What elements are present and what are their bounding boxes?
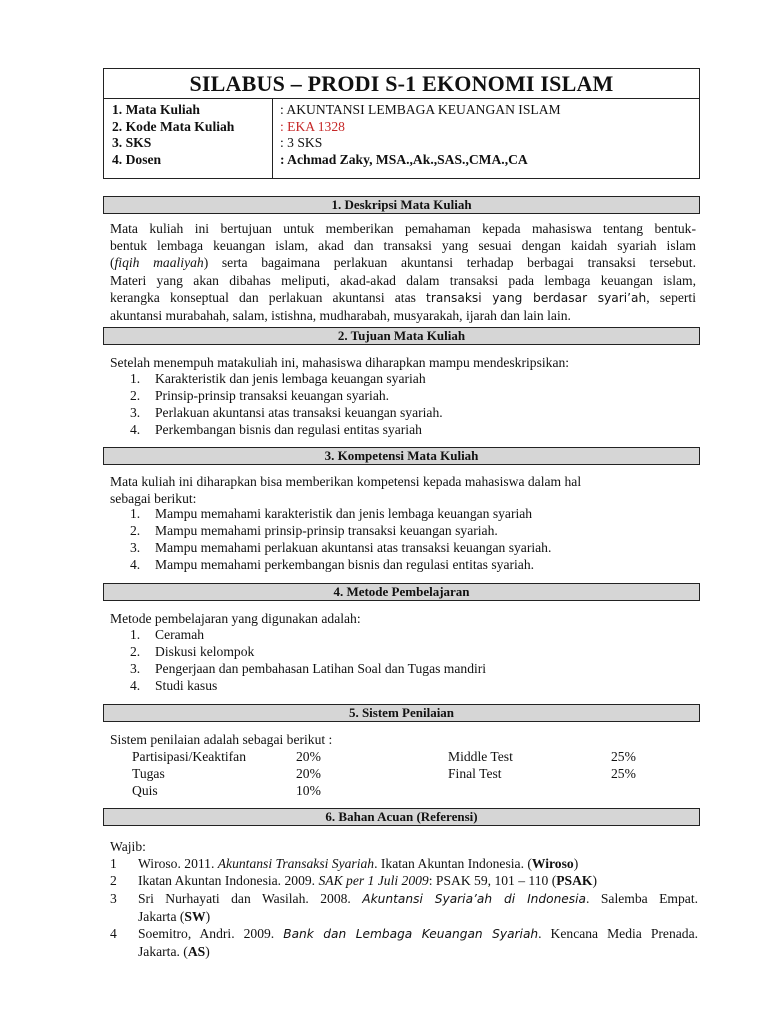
text-fragment: transaksi yang berdasar syari’ah — [426, 290, 647, 305]
value-sks: : 3 SKS — [280, 135, 323, 150]
list-number: 2. — [130, 522, 141, 538]
list-item — [130, 422, 443, 439]
reference-text — [138, 925, 698, 960]
reference-list — [110, 838, 698, 960]
reference-number: 4 — [110, 926, 117, 942]
grade-value: 20% — [296, 766, 321, 781]
text-fragment: ) — [573, 856, 579, 872]
reference-item — [110, 890, 698, 925]
list-number: 4. — [130, 421, 141, 437]
list-text: Mampu memahami perlakuan akuntansi atas transaksi keuangan syariah. — [155, 539, 552, 555]
header-column-divider — [272, 99, 273, 179]
text-fragment: ) serta bagaimana perlakuan akuntansi terhadap berbagai transaksi tersebut. — [203, 255, 696, 271]
list-item — [130, 388, 443, 405]
reference-item — [110, 855, 698, 872]
text-fragment: , seperti — [646, 289, 696, 305]
list-text: Perlakuan akuntansi atas transaksi keuangan syariah. — [155, 404, 443, 420]
list-text: Perkembangan bisnis dan regulasi entitas syariah — [155, 421, 422, 437]
text-fragment: Soemitro, Andri. 2009. — [138, 926, 284, 942]
label-dosen: 4. Dosen — [112, 151, 162, 167]
grade-name: Middle Test — [448, 749, 513, 764]
intro-line: sebagai berikut: — [110, 491, 197, 506]
section-6-header: 6. Bahan Acuan (Referensi) — [103, 808, 700, 826]
text-fragment: Wiroso. 2011. — [138, 856, 218, 872]
list-number: 1. — [130, 627, 141, 642]
header-labels — [112, 102, 234, 168]
section-2-intro: Setelah menempuh matakuliah ini, mahasiswa diharapkan mampu mendeskripsikan: — [110, 355, 570, 370]
list-text: Mampu memahami perkembangan bisnis dan regulasi entitas syariah. — [155, 556, 535, 572]
list-number: 3. — [130, 404, 141, 420]
text-fragment: Sri Nurhayati dan Wasilah. 2008. — [138, 890, 363, 906]
grade-name: Quis — [132, 783, 158, 798]
list-number: 4. — [130, 556, 141, 572]
list-text: Prinsip-prinsip transaksi keuangan syariah. — [155, 387, 390, 403]
list-number: 2. — [130, 643, 141, 659]
reference-number: 1 — [110, 856, 117, 872]
list-item — [130, 627, 486, 644]
reference-title: Akuntansi Syaria’ah di Indonesia — [362, 891, 587, 906]
text-fragment: ( — [110, 255, 115, 271]
value-mata-kuliah: : AKUNTANSI LEMBAGA KEUANGAN ISLAM — [280, 102, 561, 117]
reference-number: 2 — [110, 873, 117, 889]
text-fragment: ) — [592, 873, 598, 889]
reference-title: Bank dan Lembaga Keuangan Syariah — [283, 927, 539, 942]
reference-line — [138, 890, 698, 908]
grade-value: 20% — [296, 749, 321, 764]
reference-item — [110, 925, 698, 960]
list-number: 2. — [130, 387, 141, 403]
list-number: 1. — [130, 371, 141, 386]
list-text: Mampu memahami karakteristik dan jenis lembaga keuangan syariah — [155, 506, 533, 521]
list-item — [130, 678, 486, 695]
section-3-header: 3. Kompetensi Mata Kuliah — [103, 447, 700, 465]
reference-line — [138, 925, 698, 943]
syllabus-header-table — [103, 68, 700, 179]
value-kode-mata-kuliah: : EKA 1328 — [280, 118, 345, 134]
list-item — [130, 523, 551, 540]
grade-value: 25% — [611, 749, 636, 764]
reference-item — [110, 872, 698, 889]
intro-line: Mata kuliah ini diharapkan bisa memberikan kompetensi kepada mahasiswa dalam hal — [110, 474, 582, 489]
section-2-list — [130, 371, 443, 439]
list-item — [130, 371, 443, 388]
list-number: 3. — [130, 660, 141, 676]
grade-name: Final Test — [448, 766, 502, 781]
reference-line — [138, 908, 698, 925]
list-item — [130, 405, 443, 422]
grade-name: Tugas — [132, 766, 165, 781]
text-fragment: . Salemba Empat. — [586, 890, 698, 906]
section-3-intro — [110, 473, 581, 507]
reference-code: PSAK — [556, 873, 593, 889]
text-fragment: : PSAK 59, 101 – 110 ( — [428, 873, 557, 889]
reference-line — [138, 943, 698, 960]
list-item — [130, 540, 551, 557]
reference-code: Wiroso — [531, 856, 574, 872]
section-3-list — [130, 506, 551, 574]
reference-number: 3 — [110, 890, 117, 906]
description-line — [110, 289, 696, 307]
text-fragment: kerangka konseptual dan perlakuan akuntansi atas — [110, 289, 427, 305]
description-line: bentuk lembaga keuangan islam, akad dan transaksi yang sesuai dengan kaidah syariah islam — [110, 238, 696, 254]
grade-value: 10% — [296, 783, 321, 798]
reference-title: SAK per 1 Juli 2009 — [318, 873, 429, 889]
section-1-header: 1. Deskripsi Mata Kuliah — [103, 196, 700, 214]
list-text: Pengerjaan dan pembahasan Latihan Soal dan Tugas mandiri — [155, 660, 487, 676]
text-fragment: Ikatan Akuntan Indonesia. 2009. — [138, 873, 319, 889]
list-item — [130, 506, 551, 523]
italic-term: fiqih maaliyah — [114, 255, 204, 271]
text-fragment: ) — [205, 944, 210, 960]
list-number: 3. — [130, 539, 141, 555]
value-dosen: : Achmad Zaky, MSA.,Ak.,SAS.,CMA.,CA — [280, 151, 528, 167]
reference-text — [138, 855, 698, 872]
label-kode-mata-kuliah: 2. Kode Mata Kuliah — [112, 118, 235, 134]
label-mata-kuliah: 1. Mata Kuliah — [112, 102, 200, 117]
list-text: Ceramah — [155, 627, 205, 642]
section-4-header: 4. Metode Pembelajaran — [103, 583, 700, 601]
section-4-list — [130, 627, 486, 695]
text-fragment: ) — [205, 908, 211, 924]
header-values — [280, 102, 561, 168]
description-line — [110, 254, 696, 271]
label-sks: 3. SKS — [112, 135, 152, 150]
list-text: Karakteristik dan jenis lembaga keuangan syariah — [155, 371, 426, 386]
section-5-intro: Sistem penilaian adalah sebagai berikut : — [110, 732, 333, 747]
description-line: akuntansi murabahah, salam, istishna, mudharabah, musyarakah, ijarah dan lain lain. — [110, 308, 571, 324]
list-item — [130, 557, 551, 574]
text-fragment: . Kencana Media Prenada. — [538, 926, 699, 942]
text-fragment: Jakarta. ( — [138, 944, 188, 960]
reference-text — [138, 890, 698, 925]
list-item — [130, 644, 486, 661]
reference-text — [138, 872, 698, 889]
section-1-description — [110, 220, 696, 324]
description-line: Mata kuliah ini bertujuan untuk memberikan pemahaman kepada mahasiswa tentang bentuk- — [110, 221, 696, 236]
list-number: 1. — [130, 506, 141, 521]
section-2-header: 2. Tujuan Mata Kuliah — [103, 327, 700, 345]
grade-name: Partisipasi/Keaktifan — [132, 749, 247, 764]
page-title: SILABUS – PRODI S-1 EKONOMI ISLAM — [104, 69, 699, 99]
text-fragment: . Ikatan Akuntan Indonesia. ( — [374, 856, 532, 872]
description-line: Materi yang akan dibahas meliputi, akad-akad dalam transaksi pada lembaga keuangan islam, — [110, 272, 696, 288]
section-5-header: 5. Sistem Penilaian — [103, 704, 700, 722]
reference-title: Akuntansi Transaksi Syariah — [217, 856, 375, 872]
list-item — [130, 661, 486, 678]
reference-code: AS — [187, 944, 206, 960]
text-fragment: Jakarta ( — [138, 908, 185, 924]
list-number: 4. — [130, 677, 141, 693]
list-text: Mampu memahami prinsip-prinsip transaksi keuangan syariah. — [155, 522, 498, 538]
list-text: Studi kasus — [155, 677, 218, 693]
wajib-label: Wajib: — [110, 839, 146, 854]
grade-value: 25% — [611, 766, 636, 781]
list-text: Diskusi kelompok — [155, 643, 255, 659]
reference-code: SW — [184, 908, 206, 924]
section-4-intro: Metode pembelajaran yang digunakan adalah: — [110, 611, 361, 626]
